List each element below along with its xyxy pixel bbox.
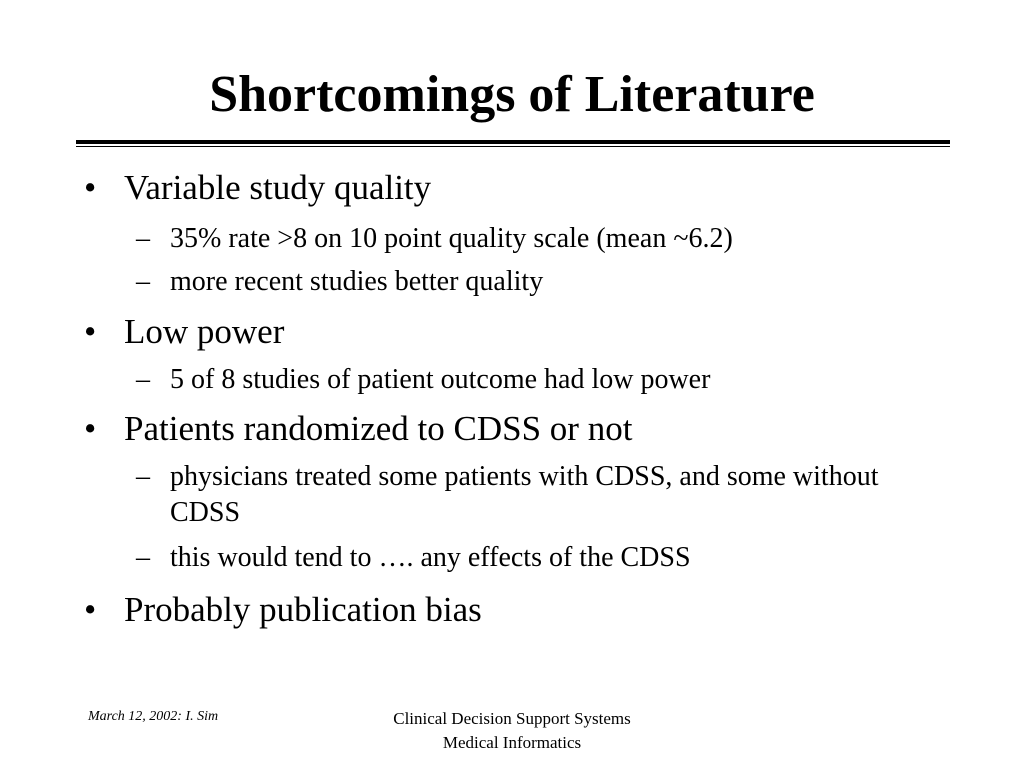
footer-date-author: March 12, 2002: I. Sim [88, 709, 219, 724]
sub-item-text: 5 of 8 studies of patient outcome had low power [170, 364, 711, 395]
bullet-mark: • [84, 312, 97, 351]
bullet-text: Variable study quality [124, 168, 432, 207]
sub-item-text: this would tend to …. any effects of the CDSS [170, 542, 691, 573]
slide-title: Shortcomings of Literature [209, 66, 815, 123]
bullet-text: Low power [124, 312, 285, 351]
bullet-text: Probably publication bias [124, 590, 482, 629]
bullet-mark: • [84, 168, 97, 207]
bullet-text: Patients randomized to CDSS or not [124, 409, 633, 448]
dash-mark: – [136, 364, 150, 395]
sub-item-text: 35% rate >8 on 10 point quality scale (mean ~6.2) [170, 223, 733, 254]
footer-course-line1: Clinical Decision Support Systems [393, 709, 631, 728]
sub-item-text: physicians treated some patients with CDSS, and some without CDSS [170, 461, 879, 528]
dash-mark: – [136, 266, 150, 297]
dash-mark: – [136, 461, 150, 492]
footer-course-line2: Medical Informatics [442, 733, 582, 752]
footer-course [312, 707, 712, 755]
sub-item-text: more recent studies better quality [170, 266, 544, 297]
bullet-mark: • [84, 590, 97, 629]
dash-mark: – [136, 223, 150, 254]
bullet-mark: • [84, 409, 97, 448]
dash-mark: – [136, 542, 150, 573]
